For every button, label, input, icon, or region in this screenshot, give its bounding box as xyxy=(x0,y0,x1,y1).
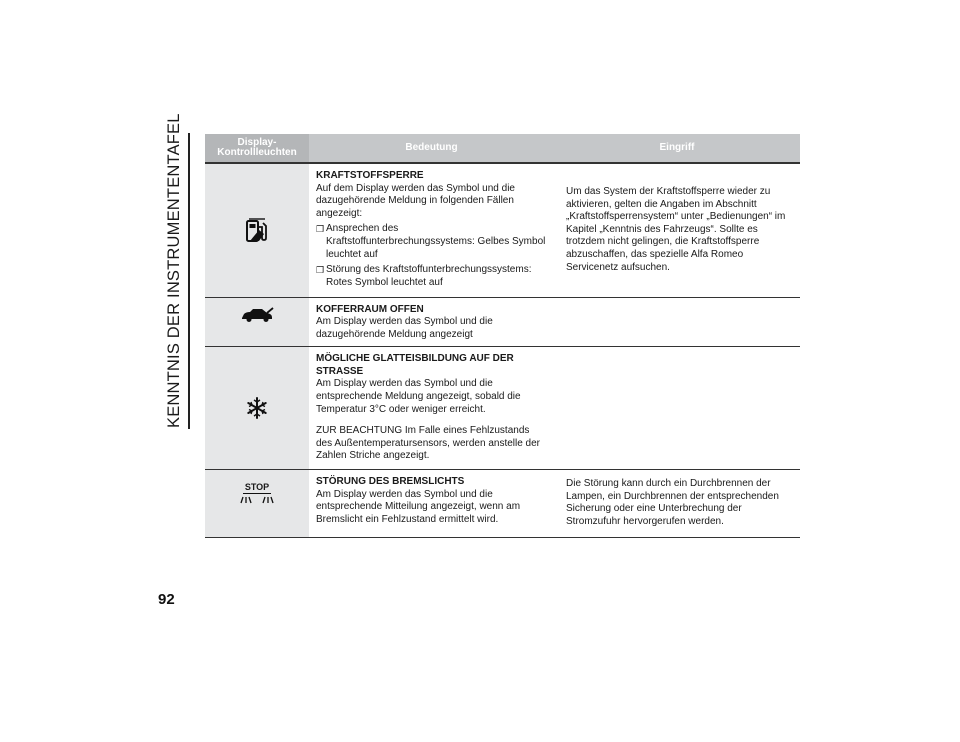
action-cell xyxy=(554,163,800,297)
page-number: 92 xyxy=(158,591,175,608)
table-row xyxy=(205,163,800,297)
list-item xyxy=(316,264,546,289)
header-meaning: Bedeutung xyxy=(309,134,554,163)
chapter-divider xyxy=(188,133,190,429)
table-row xyxy=(205,297,800,347)
row-text: Am Display werden das Symbol und die entsprechende Meldung angezeigt, sobald die Temperatur 3°C oder weniger erreicht. xyxy=(316,378,521,415)
row-title: KRAFTSTOFFSPERRE xyxy=(316,170,424,181)
icon-cell xyxy=(205,347,309,470)
ice-warning-icon xyxy=(246,397,268,419)
brake-light-rays-icon xyxy=(240,495,274,505)
header-display-lights-label: Display- Kontrollleuchten xyxy=(217,137,297,158)
row-text: Auf dem Display werden das Symbol und die dazugehörende Meldung in folgenden Fällen angezeigt: xyxy=(316,182,515,219)
list-item-text: Störung des Kraftstoffunterbrechungssystems: Rotes Symbol leuchtet auf xyxy=(326,264,532,288)
row-title: KOFFERRAUM OFFEN xyxy=(316,303,424,315)
row-title: STÖRUNG DES BREMSLICHTS xyxy=(316,476,465,488)
action-cell xyxy=(554,347,800,470)
action-cell xyxy=(554,297,800,347)
table-header-row xyxy=(205,134,800,163)
brake-light-failure-icon xyxy=(240,482,274,505)
icon-cell xyxy=(205,470,309,538)
header-display-lights xyxy=(205,134,309,163)
meaning-cell xyxy=(309,470,554,538)
fuel-cutoff-icon xyxy=(245,217,269,243)
action-text: Um das System der Kraftstoffsperre wieder zu aktivieren, gelten die Angaben im Abschnitt „Kraftstoffsperrensystem“ unter „Bedienungen“ im Kapitel „Kenntnis des Fahrzeugs“. Sollte es trotzdem nicht gelingen, die Kraftstoffsperre abzuschaffen, das spezielle Alfa Romeo Servicenetz aufsuchen. xyxy=(566,186,786,273)
list-item xyxy=(316,223,546,261)
chapter-title-text: KENNTNIS DER INSTRUMENTENTAFEL xyxy=(165,113,183,428)
checkbox-bullet-icon: ❒ xyxy=(316,224,325,235)
trunk-open-icon xyxy=(240,307,274,323)
meaning-cell xyxy=(309,297,554,347)
row-note: ZUR BEACHTUNG Im Falle eines Fehlzustands des Außentemperatursensors, werden anstelle der Zahlen Striche angezeigt. xyxy=(316,425,541,462)
icon-cell xyxy=(205,297,309,347)
table-row xyxy=(205,347,800,470)
meaning-cell xyxy=(309,347,554,470)
action-cell xyxy=(554,470,800,538)
stop-label: STOP xyxy=(244,482,270,493)
warning-lights-table xyxy=(205,134,800,538)
action-text: Die Störung kann durch ein Durchbrennen der Lampen, ein Durchbrennen der entsprechenden Sicherung oder eine Unterbrechung der Stromzufuhr hervorgerufen werden. xyxy=(566,478,779,528)
list-item-text: Ansprechen des Kraftstoffunterbrechungssystems: Gelbes Symbol leuchtet auf xyxy=(326,223,546,260)
icon-cell xyxy=(205,163,309,297)
row-text: Am Display werden das Symbol und die dazugehörende Meldung angezeigt xyxy=(316,316,493,340)
row-title: MÖGLICHE GLATTEISBILDUNG AUF DER STRASSE xyxy=(316,353,514,377)
meaning-cell xyxy=(309,163,554,297)
checkbox-bullet-icon: ❒ xyxy=(316,265,325,276)
header-action: Eingriff xyxy=(554,134,800,163)
table-row xyxy=(205,470,800,538)
row-text: Am Display werden das Symbol und die entsprechende Mitteilung angezeigt, wenn am Bremslicht ein Fehlzustand ermittelt wird. xyxy=(316,488,521,526)
